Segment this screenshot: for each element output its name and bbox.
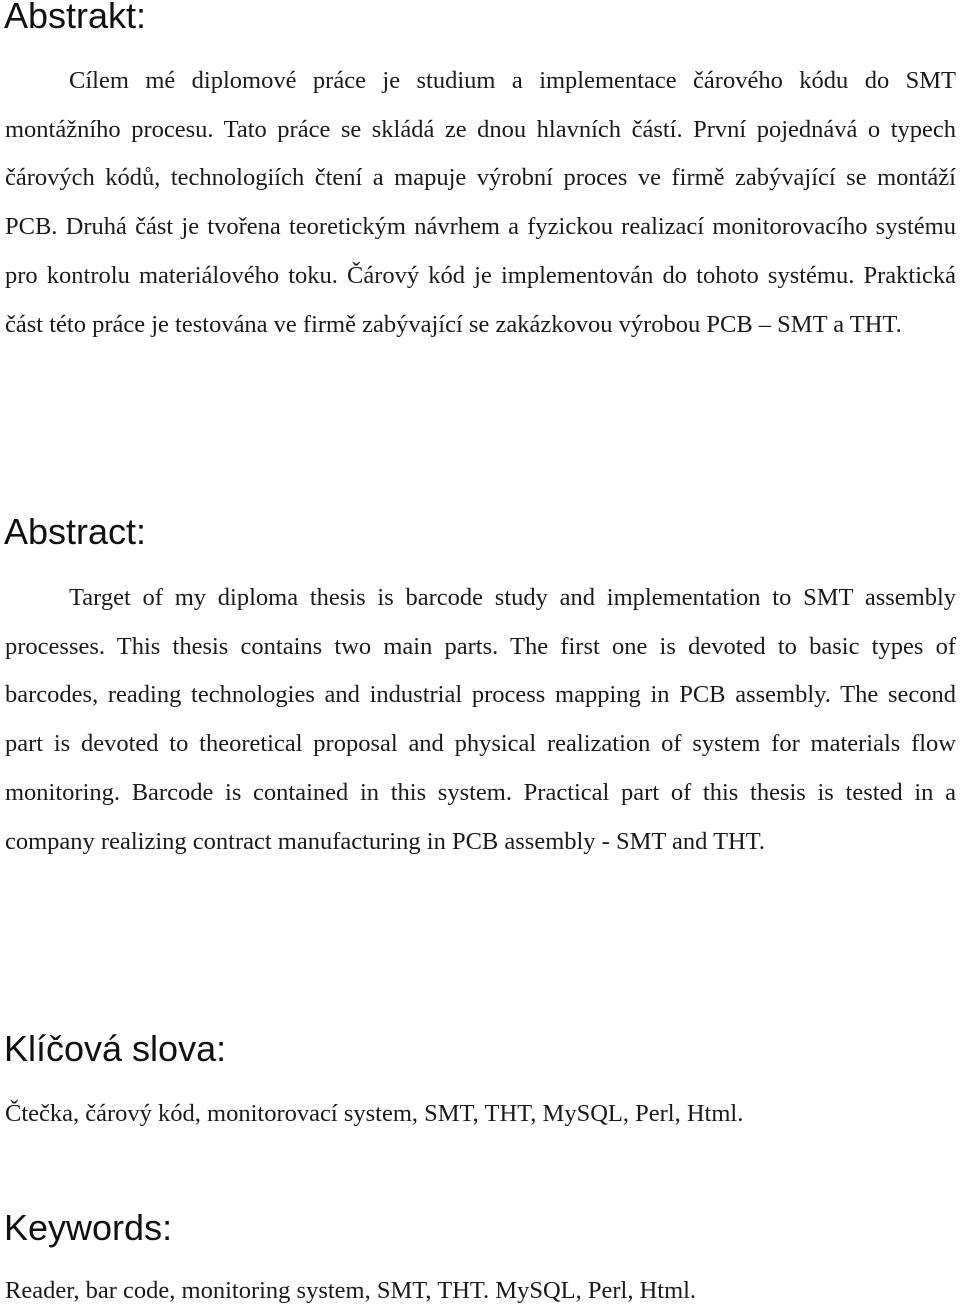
abstract-paragraph: Target of my diploma thesis is barcode study and implementation to SMT assembly processes. This thesis contains two main parts. The first one is devoted to basic types of barcodes, reading technologies and industrial process mapping in PCB assembly. The second part is devoted to theoretical proposal and physical realization of system for materials flow monitoring. Barcode is contained in this system. Practical part of this thesis is tested in a company realizing contract manufacturing in PCB assembly - SMT and THT. [5,584,956,855]
keywords-heading: Keywords: [4,1207,173,1248]
abstrakt-heading: Abstrakt: [4,0,147,36]
abstract-heading: Abstract: [4,511,147,552]
klicova-slova-list: Čtečka, čárový kód, monitorovací system, SMT, THT, MySQL, Perl, Html. [5,1100,744,1127]
klicova-slova-heading: Klíčová slova: [4,1028,227,1069]
keywords-list: Reader, bar code, monitoring system, SMT, THT. MySQL, Perl, Html. [5,1277,697,1304]
abstrakt-paragraph: Cílem mé diplomové práce je studium a implementace čárového kódu do SMT montážního procesu. Tato práce se skládá ze dnou hlavních částí. První pojednává o typech čárových kódů, technologiích čtení a mapuje výrobní proces ve firmě zabývající se montáží PCB. Druhá část je tvořena teoretickým návrhem a fyzickou realizací monitorovacího systému pro kontrolu materiálového toku. Čárový kód je implementován do tohoto systému. Praktická část této práce je testována ve firmě zabývající se zakázkovou výrobou PCB – SMT a THT. [5,67,956,338]
